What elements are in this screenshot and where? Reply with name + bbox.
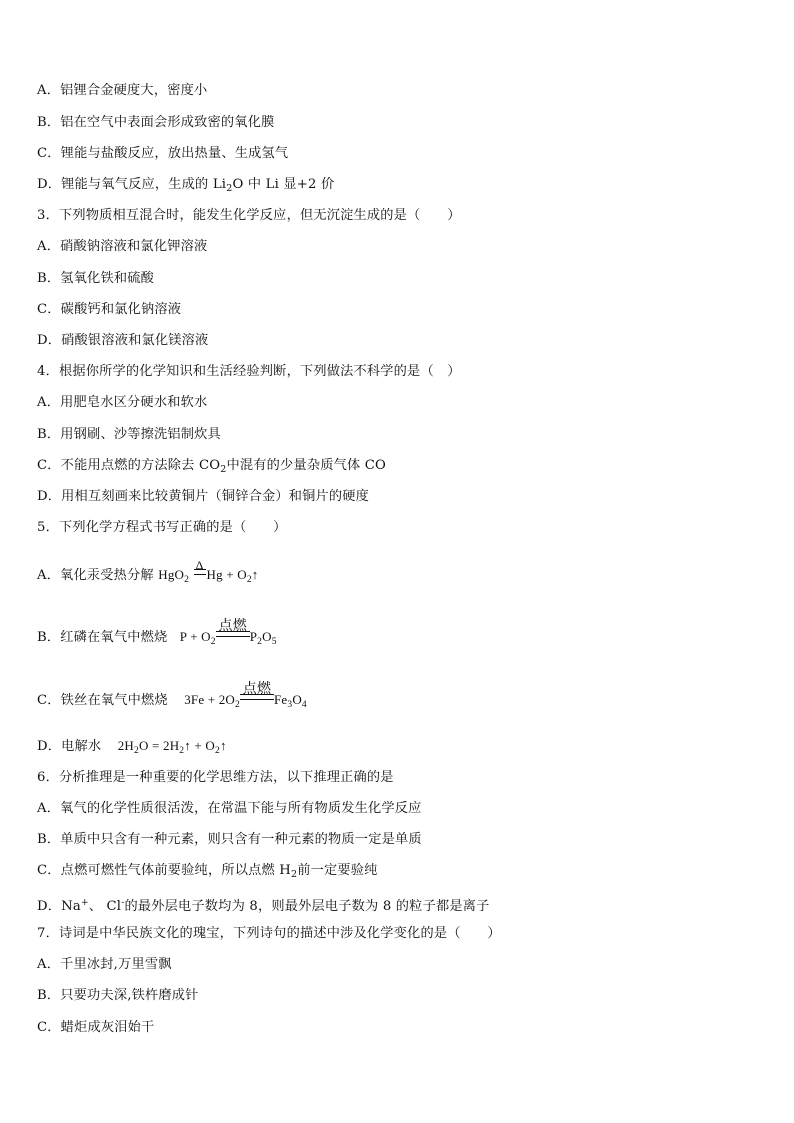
- option-c-q3: C．碳酸钙和氯化钠溶液: [37, 302, 182, 317]
- option-c-q7: C．蜡炬成灰泪始干: [37, 1020, 155, 1035]
- option-a-q5: A．氧化汞受热分解 HgO$_2$ Δ $Hg + O_2↑$: [37, 558, 259, 585]
- equation-a: HgO$_2$ Δ $Hg + O_2↑$: [158, 558, 259, 585]
- option-b-q4: B．用钢刷、沙等擦洗铝制炊具: [37, 427, 221, 442]
- option-a-q4: A．用肥皂水区分硬水和软水: [37, 395, 208, 410]
- equation-c: $3Fe + 2O_2$ 点燃 $Fe_3O_4$: [184, 682, 307, 710]
- ignite-condition: 点燃: [216, 628, 250, 646]
- option-a-q7: A．千里冰封,万里雪飘: [37, 957, 172, 972]
- heat-condition: Δ: [193, 566, 207, 584]
- option-b-q7: B．只要功夫深,铁杵磨成针: [37, 988, 199, 1003]
- equation-d: $2H_2O$ = $2H_2↑$ + $O_2↑$: [117, 738, 227, 756]
- option-b-q5: B．红磷在氧气中燃烧 $P + O_2$ 点燃 $P_2O_5$: [37, 619, 277, 647]
- option-d-q2: D．锂能与氧气反应，生成的 $Li_2O$ 中 Li 显+2 价: [37, 177, 335, 194]
- question-4: 4．根据你所学的化学知识和生活经验判断，下列做法不科学的是（ ）: [37, 364, 461, 379]
- option-d-q4: D．用相互刻画来比较黄铜片（铜锌合金）和铜片的硬度: [37, 489, 370, 504]
- question-6: 6．分析推理是一种重要的化学思维方法，以下推理正确的是: [37, 770, 394, 785]
- option-b-q2: B．铝在空气中表面会形成致密的氧化膜: [37, 115, 275, 130]
- ignite-condition: 点燃: [240, 691, 274, 709]
- option-c-q5: C．铁丝在氧气中燃烧 $3Fe + 2O_2$ 点燃 $Fe_3O_4$: [37, 682, 307, 710]
- option-a-q3: A．硝酸钠溶液和氯化钾溶液: [37, 239, 208, 254]
- option-d-q3: D．硝酸银溶液和氯化镁溶液: [37, 333, 209, 348]
- equation-b: $P + O_2$ 点燃 $P_2O_5$: [179, 619, 277, 647]
- option-a-q6: A．氧气的化学性质很活泼，在常温下能与所有物质发生化学反应: [37, 801, 422, 816]
- question-5: 5．下列化学方程式书写正确的是（ ）: [37, 520, 287, 535]
- option-a-q2: A．铝锂合金硬度大，密度小: [37, 83, 208, 98]
- option-c-q2: C．锂能与盐酸反应，放出热量、生成氢气: [37, 146, 289, 161]
- option-b-q3: B．氢氧化铁和硫酸: [37, 271, 154, 286]
- question-7: 7．诗词是中华民族文化的瑰宝，下列诗句的描述中涉及化学变化的是（ ）: [37, 926, 501, 941]
- option-b-q6: B．单质中只含有一种元素，则只含有一种元素的物质一定是单质: [37, 832, 422, 847]
- option-c-q4: C．不能用点燃的方法除去 $CO_2$中混有的少量杂质气体 CO: [37, 458, 387, 475]
- option-d-q5: D．电解水 $2H_2O$ = $2H_2↑$ + $O_2↑$: [37, 738, 227, 756]
- option-c-q6: C．点燃可燃性气体前要验纯，所以点燃 $H_2$前一定要验纯: [37, 863, 378, 880]
- question-3: 3．下列物质相互混合时，能发生化学反应，但无沉淀生成的是（ ）: [37, 208, 461, 223]
- option-d-q6: D．Na+、 Cl-的最外层电子数均为 8，则最外层电子数为 8 的粒子都是离子: [37, 898, 490, 914]
